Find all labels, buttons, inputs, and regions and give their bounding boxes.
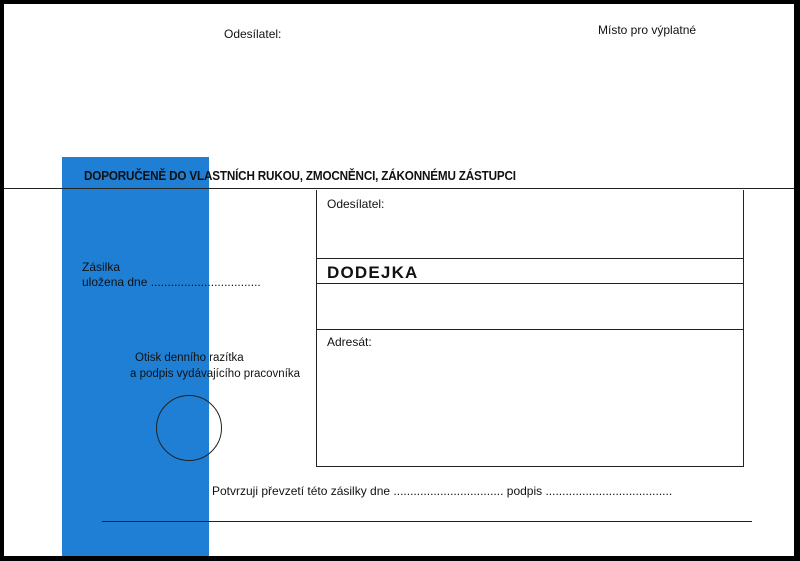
postage-area-label: Místo pro výplatné [598,23,697,37]
delivery-receipt-form [4,4,794,556]
bottom-rule [102,521,752,522]
stamp-caption-line2: a podpis vydávajícího pracovníka [130,368,301,380]
addressee-label: Adresát: [327,335,372,349]
stored-date-line: uložena dne ................................. [82,275,261,289]
box-divider [317,283,743,284]
stored-label: Zásilka [82,260,121,274]
banner-rule [4,188,794,189]
confirmation-line: Potvrzuji převzetí této zásilky dne ................................. podpis ...................................... [212,484,673,498]
header-sender-label: Odesílatel: [224,27,282,41]
receipt-title: DODEJKA [327,263,419,282]
box-sender-label: Odesílatel: [327,197,385,211]
delivery-type-banner: DOPORUČENĚ DO VLASTNÍCH RUKOU, ZMOCNĚNCI, ZÁKONNÉMU ZÁSTUPCI [84,168,516,183]
box-divider [317,329,743,330]
box-divider [317,258,743,259]
receipt-box [316,190,744,467]
stamp-circle [156,395,222,461]
stamp-caption-line1: Otisk denního razítka [135,352,244,364]
